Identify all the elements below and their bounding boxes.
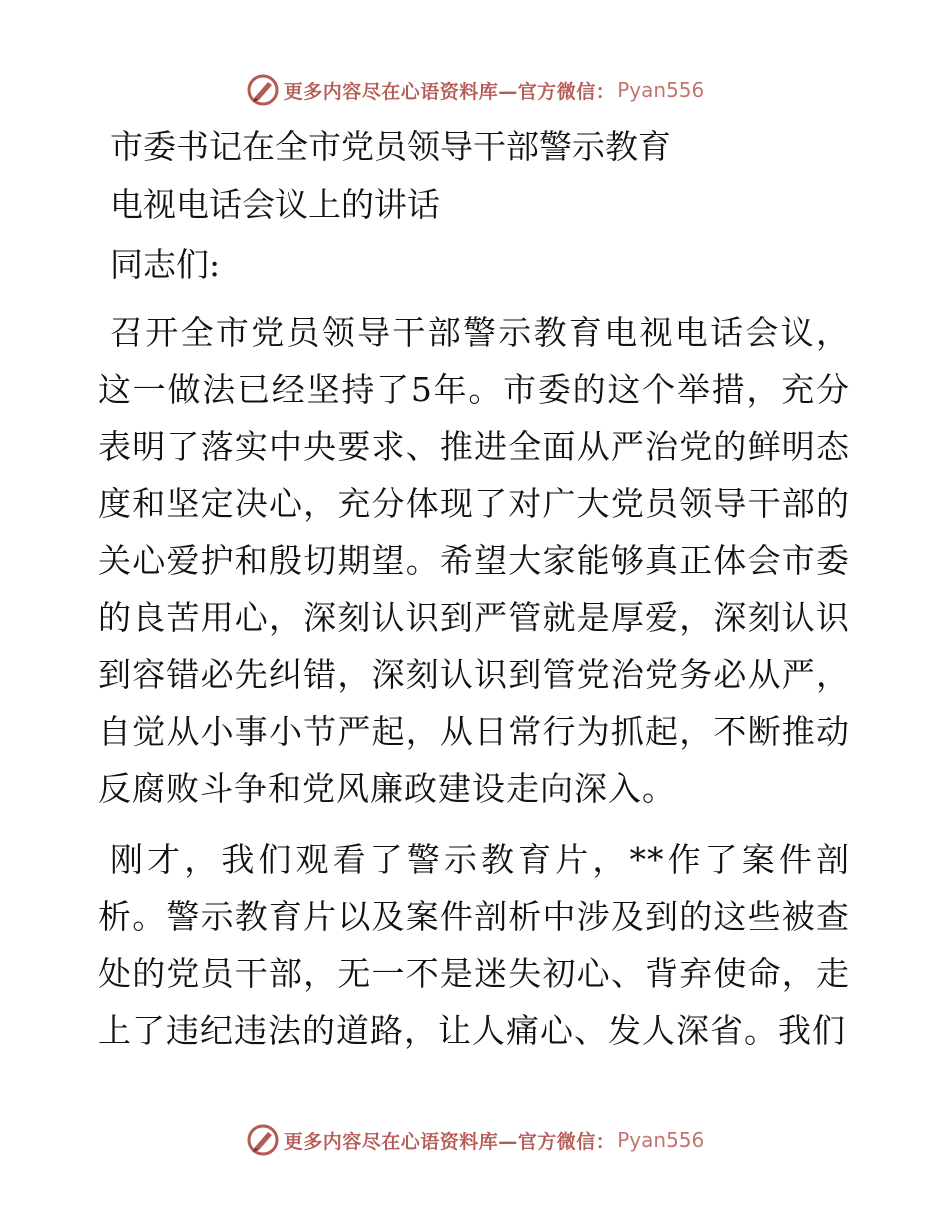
watermark-text: 更多内容尽在心语资料库—官方微信： <box>283 1130 616 1153</box>
footer-watermark <box>0 1120 950 1160</box>
watermark-handle: Pyan556 <box>617 78 705 102</box>
pen-circle-logo-icon <box>246 1123 280 1157</box>
watermark-handle: Pyan556 <box>617 1128 705 1152</box>
pen-circle-logo-icon <box>246 73 280 107</box>
document-title-line-2: 电视电话会议上的讲话 <box>110 185 440 224</box>
document-body <box>98 118 850 1059</box>
watermark-text: 更多内容尽在心语资料库—官方微信： <box>283 80 616 103</box>
paragraph-2: 刚才，我们观看了警示教育片，**作了案件剖析。警示教育片以及案件剖析中涉及到的这些被查处的党员干部，无一不是迷失初心、背弃使命，走上了违纪违法的道路，让人痛心、发人深省。我们 <box>98 840 850 1050</box>
salutation: 同志们: <box>110 245 221 284</box>
paragraph-1: 召开全市党员领导干部警示教育电视电话会议，这一做法已经坚持了5年。市委的这个举措，充分表明了落实中央要求、推进全面从严治党的鲜明态度和坚定决心，充分体现了对广大党员领导干部的关心爱护和殷切期望。希望大家能够真正体会市委的良苦用心，深刻认识到严管就是厚爱，深刻认识到容错必先纠错，深刻认识到管党治党务必从严，自觉从小事小节严起，从日常行为抓起，不断推动反腐败斗争和党风廉政建设走向深入。 <box>98 313 850 808</box>
document-title-line-1: 市委书记在全市党员领导干部警示教育 <box>110 127 671 166</box>
header-watermark <box>0 70 950 110</box>
